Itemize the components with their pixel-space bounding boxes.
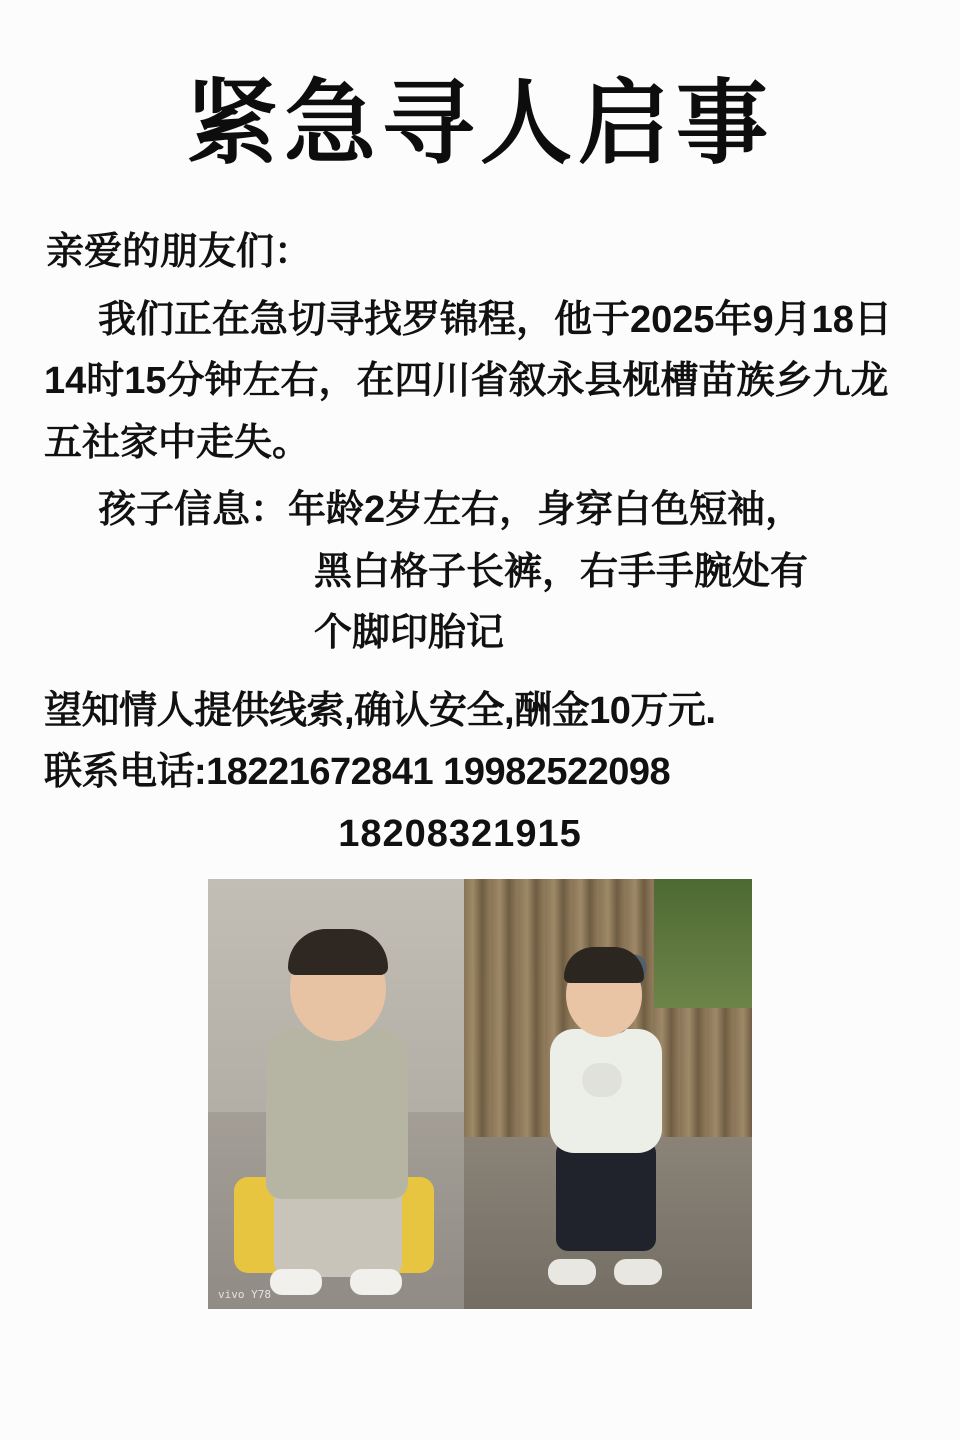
child-shirt [266,1029,408,1199]
photo-watermark: vivo Y78 [218,1287,271,1301]
child-pants [556,1141,656,1251]
photo-gallery [208,879,752,1309]
child-shoe-right [350,1269,402,1295]
contact-line-1: 联系电话:18221672841 19982522098 [44,751,671,794]
missing-child-photo-standing [464,879,752,1309]
child-hair [288,929,388,975]
poster-body [44,222,916,865]
page-title: 紧急寻人启事 [185,73,774,175]
child-shoe-right [614,1259,662,1285]
child-hair [564,947,644,983]
missing-details-paragraph: 我们正在急切寻找罗锦程，他于2025年9月18日14时15分钟左右，在四川省叙永县枧槽苗族乡九龙五社家中走失。 [44,298,892,464]
shirt-graphic [582,1063,622,1097]
child-shoe-left [270,1269,322,1295]
child-shoe-left [548,1259,596,1285]
reward-line: 望知情人提供线索,确认安全,酬金10万元. [44,689,716,732]
child-info-line-2: 黑白格子长裤，右手手腕处有 [314,550,809,593]
photo-background-greenery [654,879,752,1008]
missing-child-photo-seated [208,879,464,1309]
child-info-line-3: 个脚印胎记 [314,612,505,655]
child-info-line-1: 孩子信息：年龄2岁左右，身穿白色短袖， [98,489,804,532]
salutation: 亲爱的朋友们： [46,231,313,273]
contact-line-2: 18208321915 [338,812,582,855]
